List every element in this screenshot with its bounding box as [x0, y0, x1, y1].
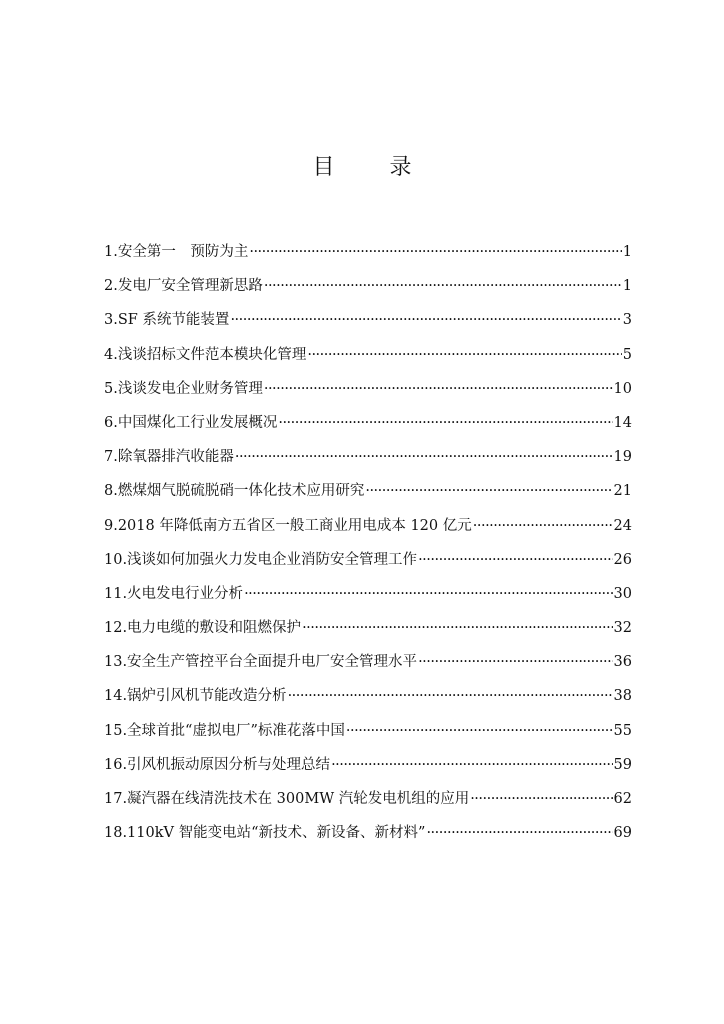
- dot-leader: [426, 825, 612, 841]
- toc-entry-13[interactable]: [104, 650, 632, 684]
- dot-leader: [264, 381, 613, 397]
- toc-entry-page: 55: [613, 722, 632, 739]
- dot-leader: [278, 415, 612, 431]
- toc-entry-title: 13.安全生产管控平台全面提升电厂安全管理水平: [104, 654, 418, 671]
- toc-entry-page: 14: [613, 414, 632, 431]
- dot-leader: [249, 244, 621, 260]
- dot-leader: [346, 723, 613, 739]
- toc-entry-title: 14.锅炉引风机节能改造分析: [104, 688, 287, 705]
- toc-entry-page: 19: [613, 449, 632, 466]
- toc-entry-6[interactable]: [104, 411, 632, 445]
- dot-leader: [473, 518, 613, 534]
- toc-entry-page: 10: [613, 380, 632, 397]
- toc-entry-18[interactable]: [104, 821, 632, 855]
- toc-entry-title: 18.110kV 智能变电站“新技术、新设备、新材料”: [104, 825, 426, 842]
- toc-entry-12[interactable]: [104, 616, 632, 650]
- toc-entry-16[interactable]: [104, 753, 632, 787]
- toc-entry-3[interactable]: [104, 308, 632, 342]
- toc-entry-1[interactable]: [104, 240, 632, 274]
- toc-entry-title: 17.凝汽器在线清洗技术在 300MW 汽轮发电机组的应用: [104, 791, 470, 807]
- toc-entry-title: 7.除氧器排汽收能器: [104, 449, 234, 466]
- toc-entry-title: 6.中国煤化工行业发展概况: [104, 414, 278, 431]
- dot-leader: [264, 278, 622, 294]
- toc-entry-page: 21: [613, 483, 632, 500]
- toc-entry-page: 30: [613, 585, 632, 602]
- toc-entry-17[interactable]: [104, 787, 632, 821]
- dot-leader: [470, 791, 612, 807]
- toc-entry-title: 11.火电发电行业分析: [104, 585, 244, 602]
- dot-leader: [235, 449, 613, 465]
- toc-entry-title: 5.浅谈发电企业财务管理: [104, 380, 263, 397]
- dot-leader: [418, 654, 612, 670]
- toc-entry-14[interactable]: [104, 684, 632, 718]
- dot-leader: [331, 757, 612, 773]
- toc-entry-4[interactable]: [104, 343, 632, 377]
- dot-leader: [230, 312, 621, 328]
- toc-entry-page: 38: [613, 688, 632, 705]
- toc-entry-7[interactable]: [104, 445, 632, 479]
- toc-entry-2[interactable]: [104, 274, 632, 308]
- toc-entry-title: 4.浅谈招标文件范本模块化管理: [104, 346, 307, 363]
- dot-leader: [365, 483, 612, 499]
- toc-entry-page: 24: [613, 517, 632, 534]
- toc-entry-title: 15.全球首批“虚拟电厂”标准花落中国: [104, 722, 345, 739]
- dot-leader: [307, 347, 621, 363]
- toc-entry-page: 26: [613, 551, 632, 568]
- toc-entry-10[interactable]: [104, 548, 632, 582]
- toc-entry-page: 1: [622, 278, 632, 295]
- toc-entry-title: 2.发电厂安全管理新思路: [104, 278, 263, 295]
- toc-entry-page: 69: [613, 825, 632, 842]
- toc-entry-8[interactable]: [104, 479, 632, 513]
- toc-entry-page: 32: [613, 620, 632, 637]
- toc-entry-title: 1.安全第一 预防为主: [104, 244, 249, 260]
- toc-entry-title: 16.引风机振动原因分析与处理总结: [104, 756, 331, 773]
- toc-entry-title: 3.SF 系统节能装置: [104, 312, 230, 329]
- table-of-contents: [104, 240, 632, 855]
- toc-entry-page: 62: [613, 791, 632, 807]
- toc-entry-title: 12.电力电缆的敷设和阻燃保护: [104, 620, 302, 637]
- dot-leader: [288, 688, 613, 704]
- toc-entry-page: 1: [622, 244, 632, 260]
- toc-entry-15[interactable]: [104, 719, 632, 753]
- dot-leader: [418, 552, 612, 568]
- toc-entry-page: 36: [613, 654, 632, 671]
- page-title: 目 录: [312, 155, 436, 180]
- toc-entry-title: 8.燃煤烟气脱硫脱硝一体化技术应用研究: [104, 483, 365, 500]
- toc-entry-9[interactable]: [104, 514, 632, 548]
- toc-entry-title: 10.浅谈如何加强火力发电企业消防安全管理工作: [104, 551, 418, 568]
- toc-entry-page: 5: [622, 346, 632, 363]
- dot-leader: [244, 586, 612, 602]
- toc-entry-11[interactable]: [104, 582, 632, 616]
- toc-entry-title: 9.2018 年降低南方五省区一般工商业用电成本 120 亿元: [104, 517, 472, 534]
- toc-entry-5[interactable]: [104, 377, 632, 411]
- dot-leader: [302, 620, 612, 636]
- toc-entry-page: 3: [622, 312, 632, 329]
- toc-entry-page: 59: [613, 756, 632, 773]
